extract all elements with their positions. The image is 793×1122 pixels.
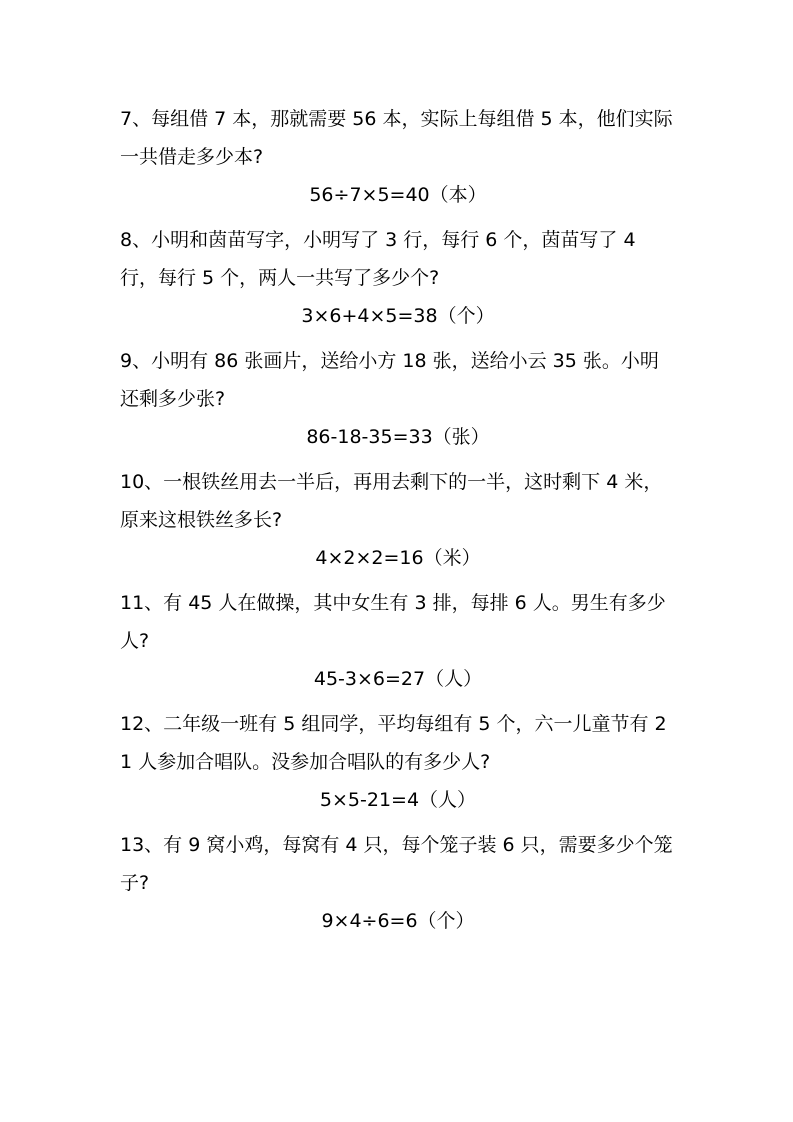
problem-answer: 56÷7×5=40（本） — [309, 184, 487, 206]
problem-11 — [120, 584, 676, 698]
problem-answer: 3×6+4×5=38（个） — [301, 305, 495, 327]
problem-12 — [120, 705, 676, 819]
problem-question: 11、有 45 人在做操，其中女生有 3 排，每排 6 人。男生有多少人? — [120, 592, 666, 652]
problem-question: 10、一根铁丝用去一半后，再用去剩下的一半，这时剩下 4 米，原来这根铁丝多长? — [120, 471, 663, 531]
problem-question: 8、小明和茵苗写字，小明写了 3 行，每行 6 个，茵苗写了 4 行，每行 5 个，两人一共写了多少个? — [120, 229, 636, 289]
problem-question: 7、每组借 7 本，那就需要 56 本，实际上每组借 5 本，他们实际一共借走多少本? — [120, 108, 673, 168]
problem-13 — [120, 826, 676, 940]
problem-question: 9、小明有 86 张画片，送给小方 18 张，送给小云 35 张。小明还剩多少张? — [120, 350, 659, 410]
problem-answer: 45-3×6=27（人） — [313, 668, 483, 690]
problem-answer: 86-18-35=33（张） — [306, 426, 490, 448]
problem-7 — [120, 100, 676, 214]
problem-list — [120, 100, 676, 947]
problem-answer: 9×4÷6=6（个） — [321, 910, 475, 932]
problem-answer: 4×2×2=16（米） — [315, 547, 481, 569]
problem-question: 12、二年级一班有 5 组同学，平均每组有 5 个，六一儿童节有 21 人参加合唱队。没参加合唱队的有多少人? — [120, 713, 667, 773]
problem-question: 13、有 9 窝小鸡，每窝有 4 只，每个笼子装 6 只，需要多少个笼子? — [120, 834, 673, 894]
problem-8 — [120, 221, 676, 335]
problem-answer: 5×5-21=4（人） — [319, 789, 477, 811]
problem-10 — [120, 463, 676, 577]
problem-9 — [120, 342, 676, 456]
